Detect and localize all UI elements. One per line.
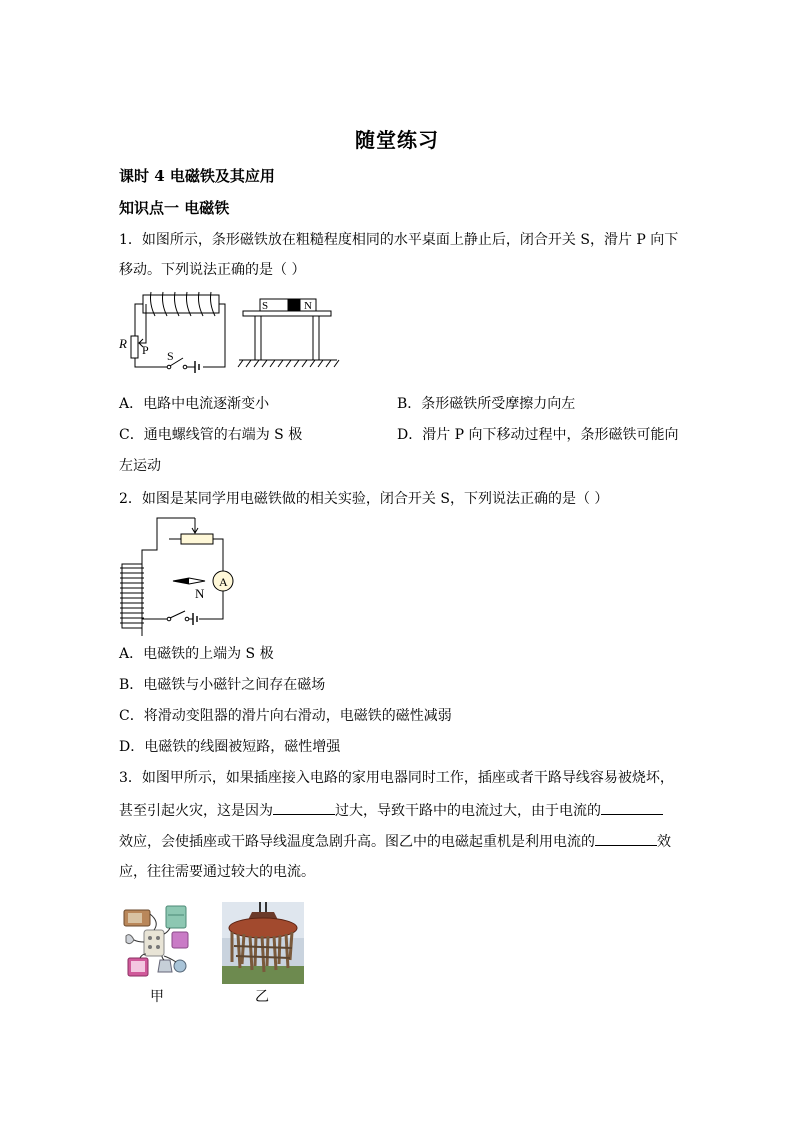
solenoid-core [143,295,219,313]
label-S: S [167,349,174,363]
magnet-label-S: S [262,300,269,312]
caption-jia: 甲 [150,989,164,1005]
caption-yi: 乙 [255,989,269,1005]
rheostat-slider-arrow [192,518,198,533]
appliances-illustration [120,902,190,986]
q3-line3: 效应，会使插座或干路导线温度急剧升高。图乙中的电磁起重机是利用电流的 效 [119,831,671,852]
q1-option-a: A．电路中电流逐渐变小 [119,396,270,412]
q3-line1: 3．如图甲所示，如果插座接入电路的家用电器同时工作，插座或者干路导线容易被烧坏， [119,770,674,786]
q3-blank-2[interactable] [601,800,663,815]
q3-line2: 甚至引起火灾，这是因为 过大，导致干路中的电流过大，由于电流的 [119,800,663,821]
needle-label-N: N [195,586,205,601]
q1-stem-line2: 移动。下列说法正确的是（ ） [119,262,306,278]
label-R: R [119,336,127,351]
q1-option-d-line1: D．滑片 P 向下移动过程中，条形磁铁可能向 [397,427,679,443]
q2-option-d: D．电磁铁的线圈被短路，磁性增强 [119,739,341,755]
tabletop [243,311,331,316]
q2-stem: 2．如图是某同学用电磁铁做的相关实验，闭合开关 S，下列说法正确的是（ ） [119,491,609,507]
ammeter-label: A [219,575,228,589]
table-with-magnet [238,299,339,367]
rheostat-body [181,534,213,544]
q3-blank-3[interactable] [595,831,657,846]
page-title: 随堂练习 [355,128,439,152]
magnet-label-N: N [304,300,312,312]
q1-stem-line1: 1．如图所示，条形磁铁放在粗糙程度相同的水平桌面上静止后，闭合开关 S，滑片 P 向下 [119,232,679,248]
battery [195,361,199,373]
label-P: P [142,343,149,357]
q1-figure [115,288,345,378]
battery [193,613,197,625]
switch-blade [170,611,185,618]
q2-option-c: C．将滑动变阻器的滑片向右滑动，电磁铁的磁性减弱 [119,708,452,724]
q1-option-b: B．条形磁铁所受摩擦力向左 [397,396,576,412]
section-heading: 知识点一 电磁铁 [119,199,230,217]
q2-option-b: B．电磁铁与小磁针之间存在磁场 [119,677,326,693]
q3-line4: 应，往往需要通过较大的电流。 [119,864,315,880]
q2-option-a: A．电磁铁的上端为 S 极 [119,646,274,662]
q1-option-d-line2: 左运动 [119,458,161,474]
crane-photo [222,902,304,984]
q3-blank-1[interactable] [273,800,335,815]
lesson-heading: 课时 4 电磁铁及其应用 [119,167,275,185]
q2-figure [115,512,245,636]
solenoid-circuit [131,292,225,373]
q1-option-c: C．通电螺线管的右端为 S 极 [119,427,303,443]
rheostat [131,336,138,358]
